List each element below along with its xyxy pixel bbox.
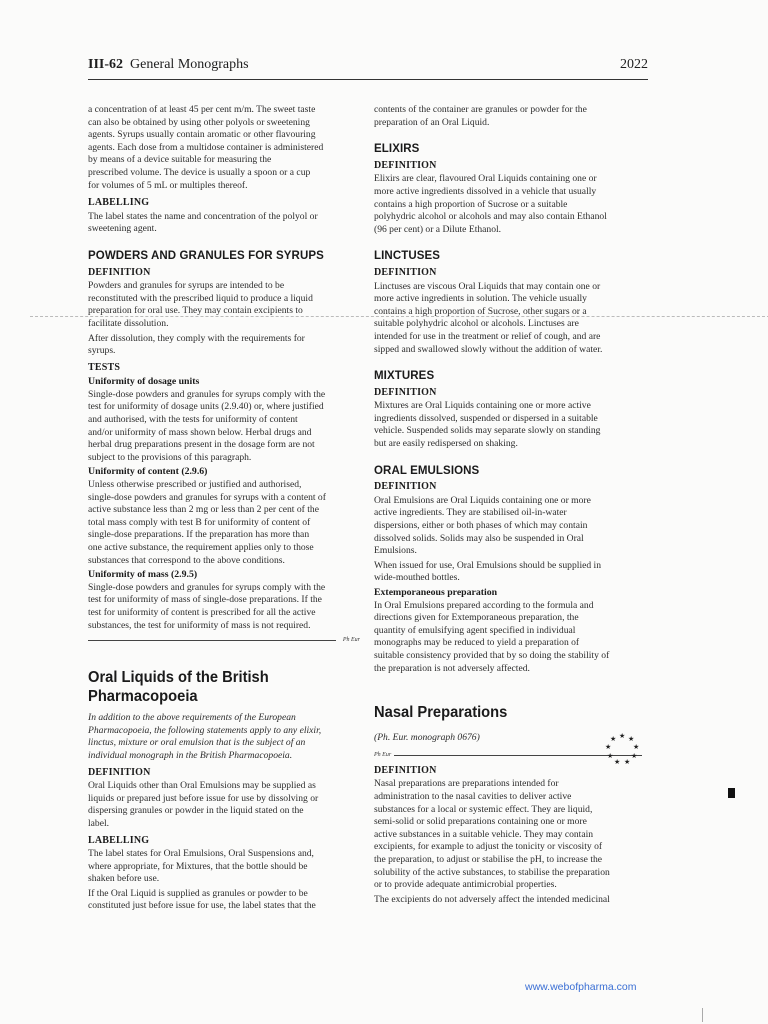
extemporaneous-paragraph: In Oral Emulsions prepared according to the formula and directions given for Extemporaneous preparation, the quantity of emulsifying agent specified in individual monographs may be reduced to yield a preparation of suitable consistency provided that by so doing the stability of the preparation is not adversely affected. (374, 599, 610, 674)
scan-footer-mark (702, 1008, 703, 1022)
bp-intro-paragraph: In addition to the above requirements of the European Pharmacopoeia, the following statements apply to any elixir, linctus, mixture or oral emulsion that is the subject of an individual monograph in the British Pharmacopoeia. (88, 712, 322, 761)
elixirs-definition-heading: DEFINITION (374, 159, 437, 171)
watermark-link[interactable]: www.webofpharma.com (525, 981, 637, 993)
european-pharmacopoeia-stars-icon: ★ ★ ★ ★ ★ ★ ★ ★ ★ (605, 732, 640, 766)
linctuses-definition-paragraph: Linctuses are viscous Oral Liquids that may contain one or more active ingredients in solution. The vehicle usually contains a high proportion of Sucrose, other sugars or a suitable polyhydric alcohol or alcohols. Linctuses are intended for use in the treatment or relief of cough, and are sipped and swallowed slowly without the addition of water. (374, 280, 603, 355)
bp-definition-paragraph: Oral Liquids other than Oral Emulsions may be supplied as liquids or prepared just before issue for use by dissolving or dispersing granules or powder in the liquid stated on the label. (88, 780, 319, 829)
mixtures-heading: MIXTURES (374, 370, 435, 383)
syrups-labelling-paragraph: The label states the name and concentration of the polyol or sweetening agent. (88, 210, 318, 235)
ph-eur-start-tag: Ph Eur (374, 751, 392, 758)
header-year: 2022 (620, 57, 648, 72)
bp-labelling-heading: LABELLING (88, 834, 150, 846)
mixtures-definition-paragraph: Mixtures are Oral Liquids containing one or more active ingredients dissolved, suspended or dispersed in a suitable vehicle. Suspended solids may separate slowly on standing but are easily redispersed on shaking. (374, 400, 601, 450)
tests-heading: TESTS (88, 361, 121, 373)
header-rule (88, 79, 648, 80)
elixirs-definition-paragraph: Elixirs are clear, flavoured Oral Liquids containing one or more active ingredients dissolved in a vehicle that usually contains a high proportion of Sucrose or a suitable polyhydric alcohol or alcohols and may also contain Ethanol (96 per cent) or a Dilute Ethanol. (374, 173, 607, 235)
uniformity-mass-paragraph: Single-dose powders and granules for syrups comply with the test for uniformity of mass of single-dose preparations. If the test for uniformity of content is prescribed for all the active substances, the test for uniformity of mass is not required. (88, 581, 326, 631)
ph-eur-end-rule (88, 634, 360, 646)
extemporaneous-heading: Extemporaneous preparation (374, 587, 498, 598)
left-column (88, 104, 360, 915)
linctuses-definition-heading: DEFINITION (374, 266, 437, 278)
uniformity-mass-heading: Uniformity of mass (2.9.5) (88, 569, 198, 581)
bp-labelling-paragraph-1: The label states for Oral Emulsions, Oral Suspensions and, where appropriate, for Mixtures, that the bottle should be shaken before use. (88, 848, 314, 885)
spacer (88, 650, 360, 668)
spacer (374, 677, 642, 703)
emulsions-issue-paragraph: When issued for use, Oral Emulsions should be supplied in wide-mouthed bottles. (374, 559, 602, 584)
powders-after-dissolution-paragraph: After dissolution, they comply with the requirements for syrups. (88, 332, 305, 357)
uniformity-dosage-units-paragraph: Single-dose powders and granules for syrups comply with the test for uniformity of dosage units (2.9.40) or, where justified and authorised, with the tests for uniformity of content and/or uniformity of mass shown below. Herbal drugs and herbal drug preparations present in the dosage form are not subject to the provisions of this paragraph. (88, 388, 326, 463)
oral-emulsions-heading: ORAL EMULSIONS (374, 464, 480, 477)
syrups-continuation-paragraph: a concentration of at least 45 per cent m/m. The sweet taste can also be obtained by using other polyols or sweetening agents. Syrups usually contain aromatic or other flavouring agents. Each dose from a multidose container is administered by means of a device suitable for measuring the prescribed volume. The device is usually a spoon or a cup for volumes of 5 mL or multiples thereof. (88, 104, 324, 191)
running-header (88, 57, 648, 77)
nasal-definition-heading: DEFINITION (374, 764, 437, 776)
bp-oral-liquids-title: Oral Liquids of the British Pharmacopoeia (88, 669, 269, 706)
elixirs-heading: ELIXIRS (374, 143, 420, 156)
mixtures-definition-heading: DEFINITION (374, 386, 437, 398)
powders-definition-paragraph: Powders and granules for syrups are intended to be reconstituted with the prescribed liquid to produce a liquid preparation for oral use. They may contain excipients to facilitate dissolution. (88, 280, 313, 329)
header-left (88, 57, 249, 73)
ph-eur-end-tag: Ph Eur (342, 637, 360, 644)
powders-granules-heading: POWDERS AND GRANULES FOR SYRUPS (88, 249, 324, 262)
emulsions-definition-paragraph: Oral Emulsions are Oral Liquids containing one or more active ingredients. They are stabilised oil-in-water dispersions, either or both phases of which may contain dissolved solids. Solids may also be suspended in Oral Emulsions. (374, 494, 591, 557)
right-column (374, 104, 642, 908)
uniformity-content-heading: Uniformity of content (2.9.6) (88, 466, 208, 478)
nasal-excipients-paragraph: The excipients do not adversely affect the intended medicinal (374, 893, 610, 905)
uniformity-content-paragraph: Unless otherwise prescribed or justified and authorised, single-dose powders and granules for syrups with a content of active substance less than 2 mg or less than 2 per cent of the total mass comply with test B for uniformity of content of single-dose preparations. If the preparation has more than one active substance, the requirement applies only to those substances that correspond to the above conditions. (88, 479, 326, 566)
ph-eur-end-line (88, 640, 336, 641)
uniformity-dosage-units-heading: Uniformity of dosage units (88, 376, 200, 388)
scan-edge-mark (728, 788, 735, 798)
nasal-monograph-reference: (Ph. Eur. monograph 0676) (374, 732, 480, 744)
nasal-preparations-title: Nasal Preparations (374, 704, 508, 722)
page-reference: III-62 (88, 57, 124, 72)
syrups-labelling-heading: LABELLING (88, 197, 150, 209)
bp-labelling-paragraph-2: If the Oral Liquid is supplied as granules or powder to be constituted just before issue for use, the label states that the (88, 887, 316, 912)
header-section: General Monographs (130, 57, 249, 72)
powders-definition-heading: DEFINITION (88, 266, 151, 278)
ph-eur-start-rule (374, 749, 642, 761)
linctuses-heading: LINCTUSES (374, 250, 441, 263)
container-contents-paragraph: contents of the container are granules or powder for the preparation of an Oral Liquid. (374, 104, 587, 128)
bp-definition-heading: DEFINITION (88, 766, 151, 778)
nasal-definition-paragraph: Nasal preparations are preparations intended for administration to the nasal cavities to deliver active substances for a local or systemic effect. They are liquid, semi-solid or solid preparations containing one or more active substances in a suitable vehicle. They may contain excipients, for example to adjust the tonicity or viscosity of the preparation, to adjust or stabilise the pH, to increase the solubility of the active substances, to stabilise the preparation or to provide adequate antimicrobial properties. (374, 778, 610, 891)
emulsions-definition-heading: DEFINITION (374, 481, 437, 493)
